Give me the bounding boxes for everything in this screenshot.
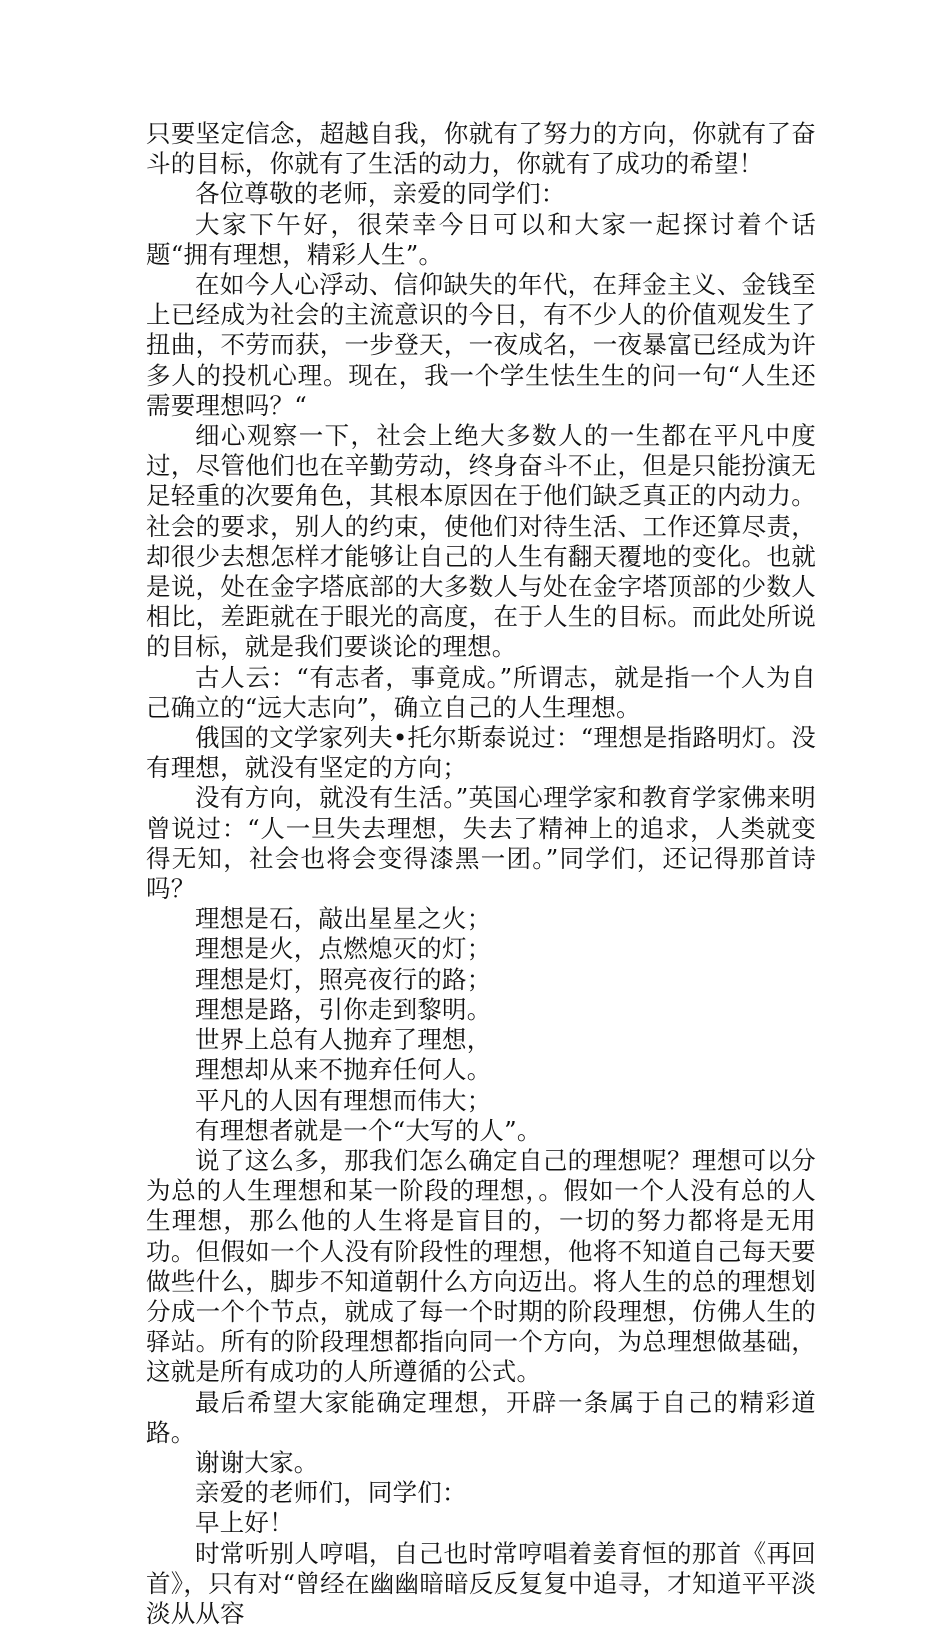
poem-line: 世界上总有人抛弃了理想，: [195, 1025, 492, 1055]
greeting: 亲爱的老师们，同学们：: [195, 1478, 467, 1508]
greeting: 早上好！: [195, 1508, 294, 1538]
poem-line: 有理想者就是一个“大写的人”。: [195, 1115, 542, 1145]
paragraph: 最后希望大家能确定理想，开辟一条属于自己的精彩道路。: [146, 1387, 816, 1447]
poem-line: 理想是石，敲出星星之火；: [195, 904, 492, 934]
poem-line: 平凡的人因有理想而伟大；: [195, 1085, 492, 1115]
paragraph: 没有方向，就没有生活。”英国心理学家和教育学家佛来明曾说过：“人一旦失去理想，失去了精神上的追求，人类就变得无知，社会也将会变得漆黑一团。”同学们，还记得那首诗吗？: [146, 783, 816, 904]
paragraph: 在如今人心浮动、信仰缺失的年代，在拜金主义、金钱至上已经成为社会的主流意识的今日，有不少人的价值观发生了扭曲，不劳而获，一步登天，一夜成名，一夜暴富已经成为许多人的投机心理。现在，我一个学生怯生生的问一句“人生还需要理想吗？“: [146, 270, 816, 420]
poem-line: 理想是灯，照亮夜行的路；: [195, 964, 492, 994]
paragraph: 说了这么多，那我们怎么确定自己的理想呢？理想可以分为总的人生理想和某一阶段的理想，。假如一个人没有总的人生理想，那么他的人生将是盲目的，一切的努力都将是无用功。但假如一个人没有阶段性的理想，他将不知道自己每天要做些什么，脚步不知道朝什么方向迈出。将人生的总的理想划分成一个个节点，就成了每一个时期的阶段理想，仿佛人生的驿站。所有的阶段理想都指向同一个方向，为总理想做基础，这就是所有成功的人所遵循的公式。: [146, 1145, 816, 1387]
poem-line: 理想是火，点燃熄灭的灯；: [195, 934, 492, 964]
paragraph: 古人云：“有志者，事竟成。”所谓志，就是指一个人为自己确立的“远大志向”，确立自己的人生理想。: [146, 662, 816, 722]
paragraph: 时常听别人哼唱，自己也时常哼唱着姜育恒的那首《再回首》，只有对“曾经在幽幽暗暗反反复复中追寻，才知道平平淡淡从从容: [146, 1538, 816, 1628]
poem-line: 理想是路，引你走到黎明。: [195, 994, 492, 1024]
paragraph: 只要坚定信念，超越自我，你就有了努力的方向，你就有了奋斗的目标，你就有了生活的动力，你就有了成功的希望！: [146, 119, 816, 179]
paragraph: 大家下午好，很荣幸今日可以和大家一起探讨着个话题“拥有理想，精彩人生”。: [146, 209, 816, 269]
document-body: [146, 119, 816, 1629]
paragraph: 细心观察一下，社会上绝大多数人的一生都在平凡中度过，尽管他们也在辛勤劳动，终身奋斗不止，但是只能扮演无足轻重的次要角色，其根本原因在于他们缺乏真正的内动力。社会的要求，别人的约束，使他们对待生活、工作还算尽责，却很少去想怎样才能够让自己的人生有翻天覆地的变化。也就是说，处在金字塔底部的大多数人与处在金字塔顶部的少数人相比，差距就在于眼光的高度，在于人生的目标。而此处所说的目标，就是我们要谈论的理想。: [146, 421, 816, 662]
paragraph: 各位尊敬的老师，亲爱的同学们：: [195, 179, 566, 209]
paragraph: 俄国的文学家列夫•托尔斯泰说过：“理想是指路明灯。没有理想，就没有坚定的方向；: [146, 723, 816, 783]
poem-line: 理想却从来不抛弃任何人。: [195, 1055, 492, 1085]
paragraph: 谢谢大家。: [195, 1447, 319, 1477]
